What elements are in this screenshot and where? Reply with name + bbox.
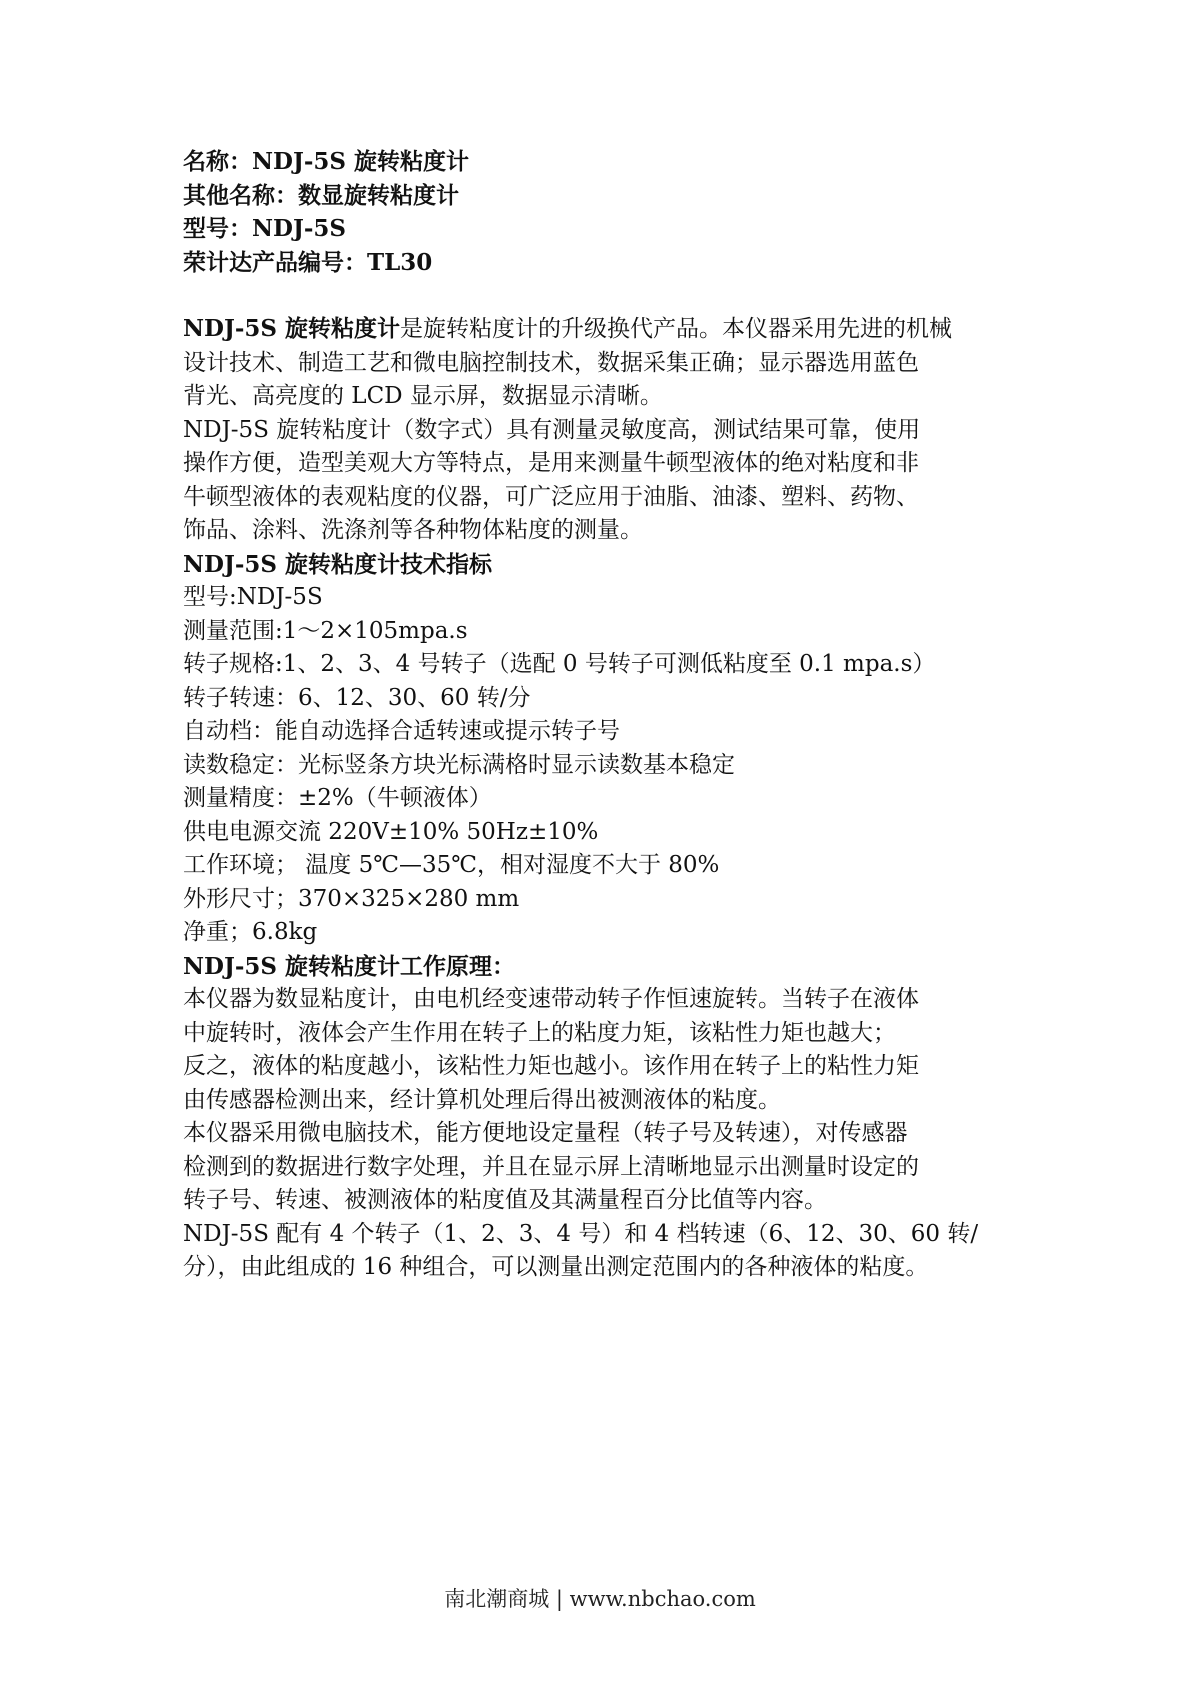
principle-line: 本仪器为数显粘度计，由电机经变速带动转子作恒速旋转。当转子在液体 [183,986,919,1012]
intro-p1-line-1-rest: 是旋转粘度计的升级换代产品。本仪器采用先进的机械 [400,316,953,342]
intro-p1-line-1 [183,312,1033,347]
intro-p1-line-3: 背光、高亮度的 LCD 显示屏，数据显示清晰。 [183,383,663,409]
intro-paragraph-1 [183,312,1033,414]
principle-line: 转子号、转速、被测液体的粘度值及其满量程百分比值等内容。 [183,1187,827,1213]
intro-paragraph-2 [183,414,1033,548]
principle-line: 分），由此组成的 16 种组合，可以测量出测定范围内的各种液体的粘度。 [183,1254,929,1280]
other-name-line: 其他名称：数显旋转粘度计 [183,181,459,209]
intro-p2-line-1: NDJ-5S 旋转粘度计（数字式）具有测量灵敏度高，测试结果可靠，使用 [183,416,921,443]
principle-heading: NDJ-5S 旋转粘度计工作原理： [183,952,516,980]
spec-item: 供电电源交流 220V±10% 50Hz±10% [183,818,599,845]
document-page [183,145,1033,1285]
principle-line: 本仪器采用微电脑技术，能方便地设定量程（转子号及转速），对传感器 [183,1120,908,1146]
spec-item: 自动档：能自动选择合适转速或提示转子号 [183,718,620,744]
spec-item: 净重；6.8kg [183,919,318,945]
principle-line: 检测到的数据进行数字处理，并且在显示屏上清晰地显示出测量时设定的 [183,1153,919,1180]
spec-item: 转子规格:1、2、3、4 号转子（选配 0 号转子可测低粘度至 0.1 mpa.s） [183,651,936,677]
product-header [183,145,1033,279]
spec-item: 测量精度：±2%（牛顿液体） [183,785,492,811]
spec-item: 转子转速：6、12、30、60 转/分 [183,684,531,711]
product-number-line: 荣计达产品编号：TL30 [183,248,433,276]
intro-p1-bold-term: NDJ-5S 旋转粘度计 [183,315,401,342]
page-footer: 南北潮商城 | www.nbchao.com [444,1587,756,1611]
principle-section [183,950,1033,1285]
principle-line: 反之，液体的粘度越小，该粘性力矩也越小。该作用在转子上的粘性力矩 [183,1053,919,1079]
intro-p1-line-2: 设计技术、制造工艺和微电脑控制技术，数据采集正确；显示器选用蓝色 [183,349,919,376]
intro-p2-line-3: 牛顿型液体的表观粘度的仪器，可广泛应用于油脂、油漆、塑料、药物、 [183,483,919,510]
spec-item: 外形尺寸；370×325×280 mm [183,885,520,912]
spec-item: 工作环境； 温度 5℃—35℃，相对湿度不大于 80% [183,852,720,878]
spec-item: 型号:NDJ-5S [183,584,323,610]
principle-line: 由传感器检测出来，经计算机处理后得出被测液体的粘度。 [183,1086,781,1113]
specs-section [183,548,1033,950]
intro-p2-line-2: 操作方便，造型美观大方等特点，是用来测量牛顿型液体的绝对粘度和非 [183,450,919,476]
model-line: 型号：NDJ-5S [183,215,347,242]
spec-item: 测量范围:1～2×105mpa.s [183,617,468,644]
intro-p2-line-4: 饰品、涂料、洗涤剂等各种物体粘度的测量。 [183,517,643,543]
product-name-line: 名称：NDJ-5S 旋转粘度计 [183,148,470,175]
specs-heading: NDJ-5S 旋转粘度计技术指标 [183,550,493,578]
spec-item: 读数稳定：光标竖条方块光标满格时显示读数基本稳定 [183,751,735,778]
principle-line: NDJ-5S 配有 4 个转子（1、2、3、4 号）和 4 档转速（6、12、30、60 转/ [183,1220,979,1247]
principle-line: 中旋转时，液体会产生作用在转子上的粘度力矩，该粘性力矩也越大； [183,1019,896,1046]
